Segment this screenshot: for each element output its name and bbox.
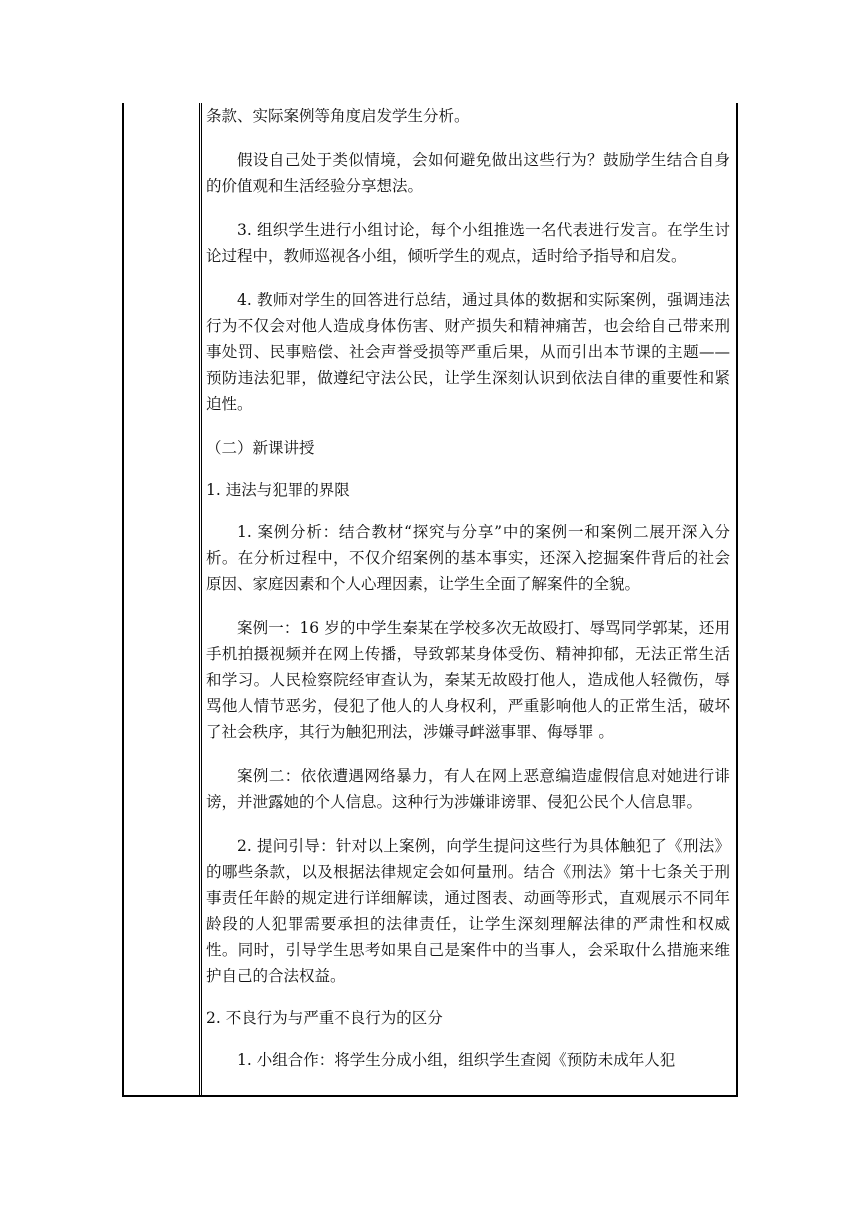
paragraph: 1. 案例分析：结合教材“探究与分享”中的案例一和案例二展开深入分析。在分析过程中，不仅介绍案例的基本事实，还深入挖掘案件背后的社会原因、家庭因素和个人心理因素，让学生全面了解案件的全貌。 xyxy=(206,523,730,593)
lesson-table xyxy=(122,103,738,1097)
paragraph: 案例一：16 岁的中学生秦某在学校多次无故殴打、辱骂同学郭某，还用手机拍摄视频并在网上传播，导致郭某身体受伤、精神抑郁，无法正常生活和学习。人民检察院经审查认为，秦某无故殴打他人，造成他人轻微伤，辱骂他人情节恶劣，侵犯了他人的人身权利，严重影响他人的正常生活，破坏了社会秩序，其行为触犯刑法，涉嫌寻衅滋事罪、侮辱罪 。 xyxy=(206,619,730,741)
subsection-heading: 2. 不良行为与严重不良行为的区分 xyxy=(206,1009,443,1027)
paragraph: 案例二：依依遭遇网络暴力，有人在网上恶意编造虚假信息对她进行诽谤，并泄露她的个人信息。这种行为涉嫌诽谤罪、侵犯公民个人信息罪。 xyxy=(206,767,730,811)
paragraph: 4. 教师对学生的回答进行总结，通过具体的数据和实际案例，强调违法行为不仅会对他人造成身体伤害、财产损失和精神痛苦，也会给自己带来刑事处罚、民事赔偿、社会声誉受损等严重后果，从而引出本节课的主题——预防违法犯罪，做遵纪守法公民，让学生深刻认识到依法自律的重要性和紧迫性。 xyxy=(206,291,730,413)
lesson-content-cell xyxy=(206,103,730,1073)
column-divider xyxy=(199,103,200,1095)
section-heading: （二）新课讲授 xyxy=(206,439,315,457)
subsection-heading: 1. 违法与犯罪的界限 xyxy=(206,481,350,499)
paragraph: 2. 提问引导：针对以上案例，向学生提问这些行为具体触犯了《刑法》的哪些条款，以及根据法律规定会如何量刑。结合《刑法》第十七条关于刑事责任年龄的规定进行详细解读，通过图表、动画等形式，直观展示不同年龄段的人犯罪需要承担的法律责任，让学生深刻理解法律的严肃性和权威性。同时，引导学生思考如果自己是案件中的当事人，会采取什么措施来维护自己的合法权益。 xyxy=(206,837,730,985)
paragraph: 1. 小组合作：将学生分成小组，组织学生查阅《预防未成年人犯 xyxy=(237,1051,676,1069)
paragraph: 3. 组织学生进行小组讨论，每个小组推选一名代表进行发言。在学生讨论过程中，教师巡视各小组，倾听学生的观点，适时给予指导和启发。 xyxy=(206,221,730,265)
paragraph: 假设自己处于类似情境，会如何避免做出这些行为？鼓励学生结合自身的价值观和生活经验分享想法。 xyxy=(206,151,730,195)
column-divider xyxy=(201,103,202,1095)
paragraph: 条款、实际案例等角度启发学生分析。 xyxy=(206,107,470,125)
